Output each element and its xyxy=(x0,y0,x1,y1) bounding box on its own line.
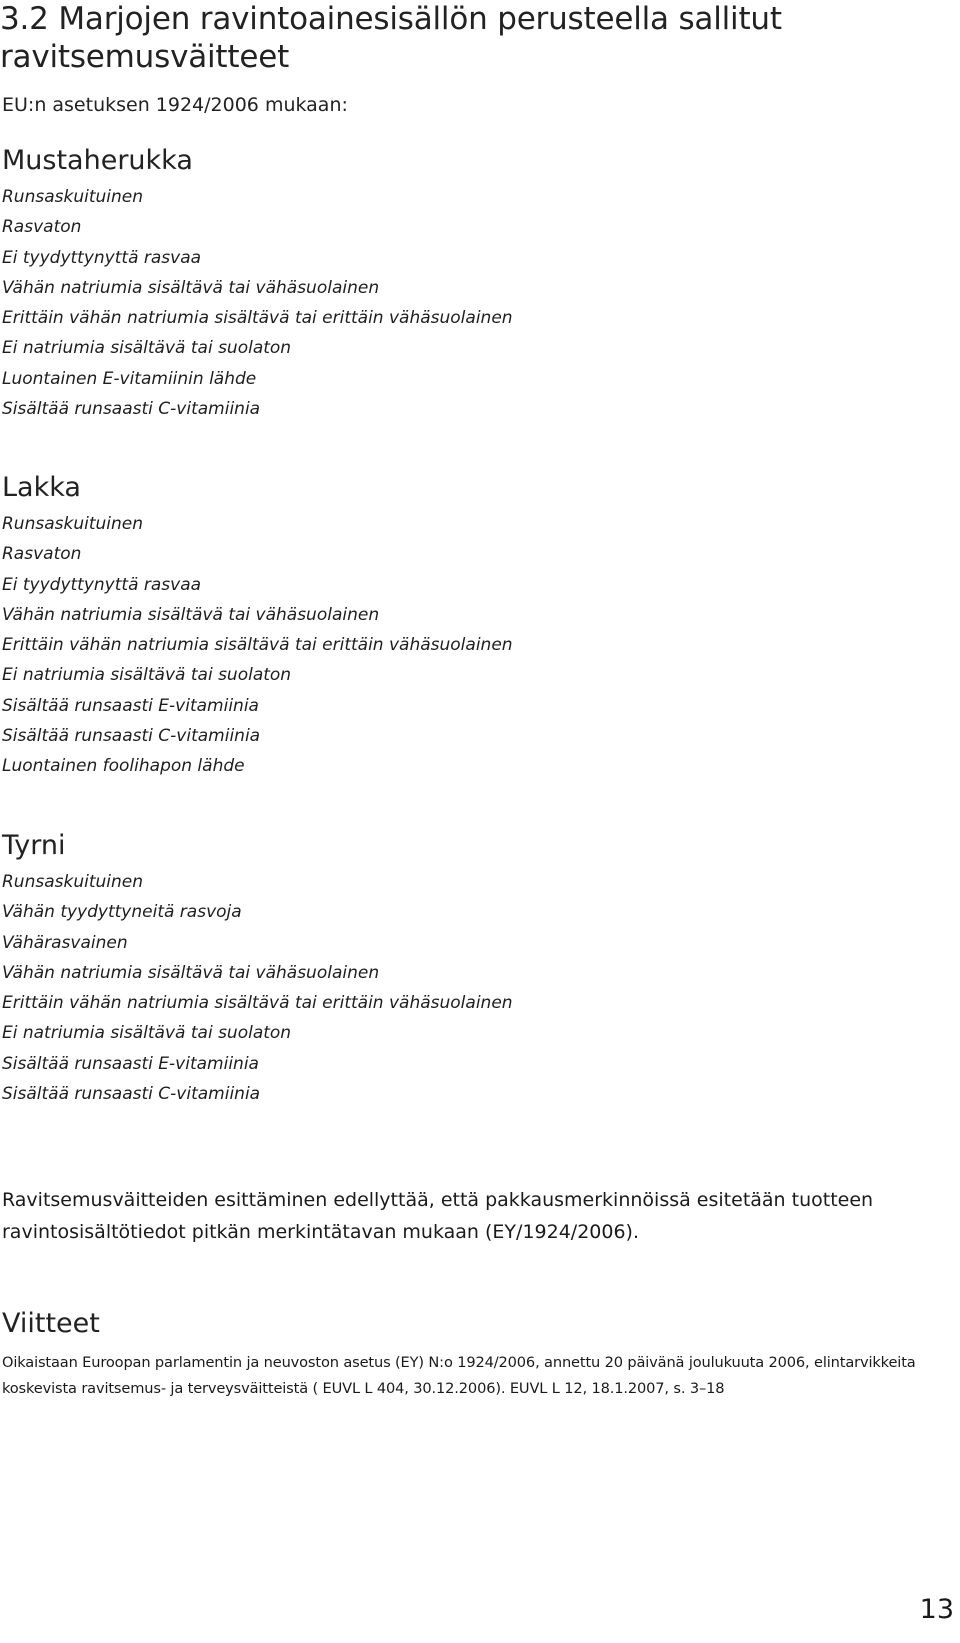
claim-item: Ei natriumia sisältävä tai suolaton xyxy=(2,1023,292,1044)
claim-item: Vähärasvainen xyxy=(2,932,128,953)
claim-item: Vähän natriumia sisältävä tai vähäsuolainen xyxy=(2,604,380,625)
claim-item: Runsaskuituinen xyxy=(2,514,144,534)
section-tyrni xyxy=(2,829,513,1109)
claim-item: Rasvaton xyxy=(2,217,82,238)
claim-item: Rasvaton xyxy=(2,544,82,565)
claim-item: Erittäin vähän natriumia sisältävä tai erittäin vähäsuolainen xyxy=(2,993,513,1014)
claim-item: Sisältää runsaasti C-vitamiinia xyxy=(2,399,261,420)
claim-item: Sisältää runsaasti C-vitamiinia xyxy=(2,1084,261,1105)
labelling-note: Ravitsemusväitteiden esittäminen edellyttää, että pakkausmerkinnöissä esitetään tuotteen ravintosisältötiedot pitkän merkintätavan mukaan (EY/1924/2006). xyxy=(2,1189,874,1243)
claim-item: Vähän tyydyttyneitä rasvoja xyxy=(2,902,242,923)
claim-item: Sisältää runsaasti E-vitamiinia xyxy=(2,695,259,716)
section-heading: Tyrni xyxy=(2,830,66,861)
claim-item: Ei natriumia sisältävä tai suolaton xyxy=(2,665,292,686)
claim-item: Sisältää runsaasti C-vitamiinia xyxy=(2,726,261,747)
claim-item: Runsaskuituinen xyxy=(2,872,144,892)
claim-item: Runsaskuituinen xyxy=(2,187,144,207)
page-number: 13 xyxy=(919,1594,954,1625)
claim-item: Luontainen foolihapon lähde xyxy=(2,756,245,777)
section-heading: Mustaherukka xyxy=(2,145,193,176)
regulation-subtitle: EU:n asetuksen 1924/2006 mukaan: xyxy=(2,94,348,116)
claim-item: Ei natriumia sisältävä tai suolaton xyxy=(2,338,292,359)
claim-item: Ei tyydyttynyttä rasvaa xyxy=(2,574,202,595)
claim-list xyxy=(2,182,513,424)
claim-item: Erittäin vähän natriumia sisältävä tai erittäin vähäsuolainen xyxy=(2,308,513,329)
claim-item: Ei tyydyttynyttä rasvaa xyxy=(2,247,202,268)
claim-item: Vähän natriumia sisältävä tai vähäsuolainen xyxy=(2,962,380,983)
claim-list xyxy=(2,509,513,782)
claim-item: Erittäin vähän natriumia sisältävä tai erittäin vähäsuolainen xyxy=(2,635,513,656)
section-mustaherukka xyxy=(2,144,513,424)
page-title: 3.2 Marjojen ravintoainesisällön perusteella sallitut ravitsemusväitteet xyxy=(0,1,782,75)
section-heading: Lakka xyxy=(2,472,81,503)
claim-item: Luontainen E-vitamiinin lähde xyxy=(2,368,257,389)
references-text: Oikaistaan Euroopan parlamentin ja neuvoston asetus (EY) N:o 1924/2006, annettu 20 päivänä joulukuuta 2006, elintarvikkeita koskevista ravitsemus- ja terveysväitteistä ( EUVL L 404, 30.12.2006). EUVL L 12, 18.1.2007, s. 3–18 xyxy=(2,1354,916,1397)
claim-item: Vähän natriumia sisältävä tai vähäsuolainen xyxy=(2,277,380,298)
claim-item: Sisältää runsaasti E-vitamiinia xyxy=(2,1053,259,1074)
section-lakka xyxy=(2,471,513,782)
references-heading: Viitteet xyxy=(2,1308,100,1339)
claim-list xyxy=(2,867,513,1109)
